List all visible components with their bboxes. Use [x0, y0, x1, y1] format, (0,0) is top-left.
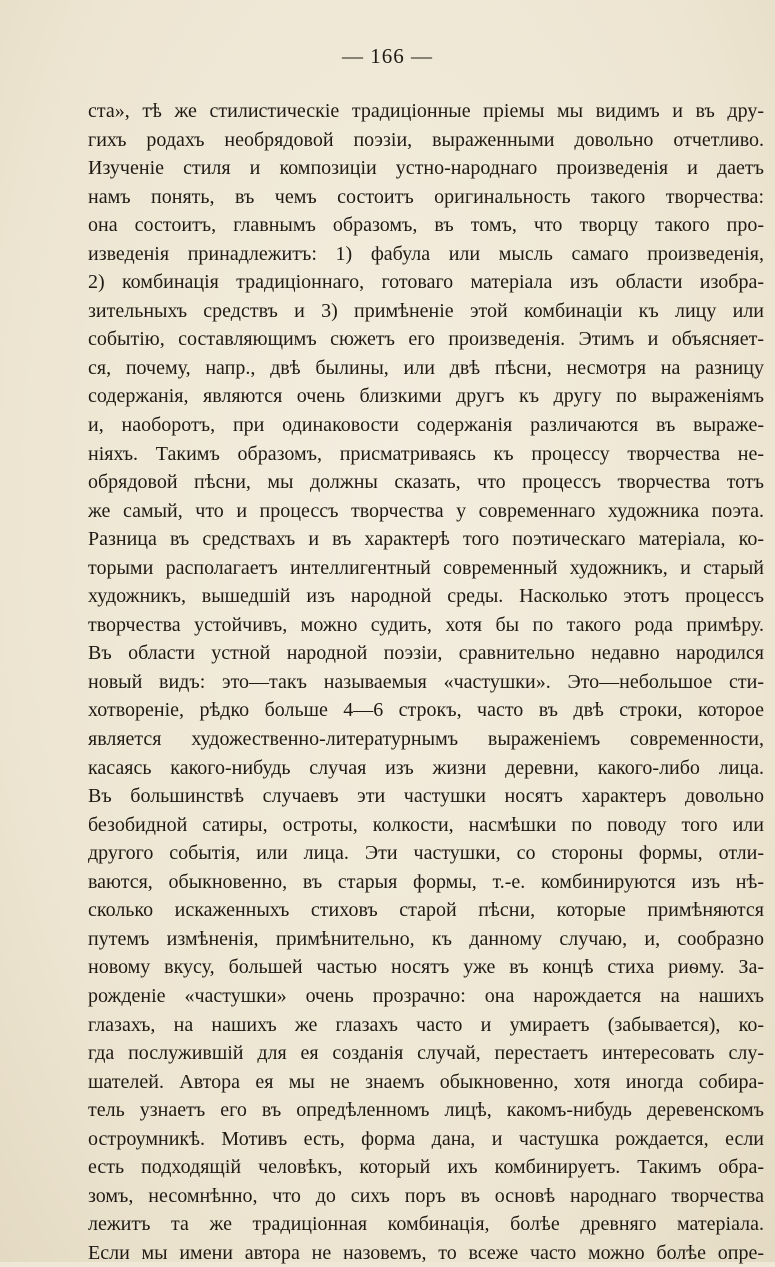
- text-line: торыми располагаетъ интеллигентный современный художникъ, и старый: [88, 556, 764, 579]
- text-line: новый видъ: это—такъ называемыя «частушки». Это—небольшое сти-: [88, 670, 764, 693]
- text-line: творчества устойчивъ, можно судить, хотя бы по такого рода примѣру.: [88, 613, 764, 636]
- page-number: — 166 —: [342, 44, 433, 68]
- text-line: же самый, что и процессъ творчества у современнаго художника поэта.: [88, 499, 764, 522]
- text-line: ваются, обыкновенно, въ старыя формы, т.-е. комбинируются изъ нѣ-: [88, 870, 764, 893]
- text-line: и, наоборотъ, при одинаковости содержанія различаются въ выраже-: [88, 414, 764, 437]
- text-line: она состоитъ, главнымъ образомъ, въ томъ, что творцу такого про-: [88, 214, 764, 237]
- text-line: Разница въ средствахъ и въ характерѣ того поэтическаго матеріала, ко-: [88, 528, 764, 551]
- text-line: путемъ измѣненія, примѣнительно, къ данному случаю, и, сообразно: [88, 927, 764, 950]
- text-line: событію, составляющимъ сюжетъ его произведенія. Этимъ и объясняет-: [88, 328, 764, 351]
- text-line: сколько искаженныхъ стиховъ старой пѣсни, которые примѣняются: [88, 899, 764, 922]
- text-line: зительныхъ средствъ и 3) примѣненіе этой комбинаціи къ лицу или: [88, 299, 764, 322]
- text-line: глазахъ, на нашихъ же глазахъ часто и умираетъ (забывается), ко-: [88, 1013, 764, 1036]
- text-line: Въ большинствѣ случаевъ эти частушки носятъ характеръ довольно: [88, 785, 764, 808]
- text-line: есть подходящій человѣкъ, который ихъ комбинируетъ. Такимъ обра-: [88, 1156, 764, 1179]
- text-line: Въ области устной народной поэзіи, сравнительно недавно народился: [88, 642, 764, 665]
- text-line: изведенія принадлежитъ: 1) фабула или мысль самаго произведенія,: [88, 242, 764, 265]
- text-line: остроумникѣ. Мотивъ есть, форма дана, и частушка рождается, если: [88, 1127, 764, 1150]
- text-line: 2) комбинація традиціоннаго, готоваго матеріала изъ области изобра-: [88, 271, 764, 294]
- text-line: намъ понять, въ чемъ состоитъ оригинальность такого творчества:: [88, 185, 764, 208]
- text-line: Изученіе стиля и композиціи устно-народнаго произведенія и даетъ: [88, 157, 764, 180]
- text-line: ся, почему, напр., двѣ былины, или двѣ пѣсни, несмотря на разницу: [88, 356, 764, 379]
- text-line: является художественно-литературнымъ выраженіемъ современности,: [88, 728, 764, 751]
- text-line: касаясь какого-нибудь случая изъ жизни деревни, какого-либо лица.: [88, 756, 764, 779]
- text-line: гда послужившій для ея созданія случай, перестаетъ интересовать слу-: [88, 1042, 764, 1065]
- text-line: лежитъ та же традиціонная комбинація, болѣе древняго матеріала.: [88, 1213, 764, 1236]
- text-line: гихъ родахъ необрядовой поэзіи, выраженными довольно отчетливо.: [88, 128, 764, 151]
- body-text: [88, 97, 764, 1267]
- text-line: хотвореніе, рѣдко больше 4—6 строкъ, часто въ двѣ строки, которое: [88, 699, 764, 722]
- text-line: Если мы имени автора не назовемъ, то всеже часто можно болѣе опре-: [88, 1241, 764, 1264]
- text-line: зомъ, несомнѣнно, что до сихъ поръ въ основѣ народнаго творчества: [88, 1184, 764, 1207]
- text-line: новому вкусу, большей частью носятъ уже въ концѣ стиха риѳму. За-: [88, 956, 764, 979]
- text-line: безобидной сатиры, остроты, колкости, насмѣшки по поводу того или: [88, 813, 764, 836]
- text-line: шателей. Автора ея мы не знаемъ обыкновенно, хотя иногда собира-: [88, 1070, 764, 1093]
- text-line: содержанія, являются очень близкими другъ къ другу по выраженіямъ: [88, 385, 764, 408]
- text-line: другого событія, или лица. Эти частушки, со стороны формы, отли-: [88, 842, 764, 865]
- text-line: тель узнаетъ его въ опредѣленномъ лицѣ, какомъ-нибудь деревенскомъ: [88, 1099, 764, 1122]
- text-line: обрядовой пѣсни, мы должны сказать, что процессъ творчества тотъ: [88, 471, 764, 494]
- text-line: художникъ, вышедшій изъ народной среды. Насколько этотъ процессъ: [88, 585, 764, 608]
- text-line: ніяхъ. Такимъ образомъ, присматриваясь къ процессу творчества не-: [88, 442, 764, 465]
- text-line: ста», тѣ же стилистическіе традиціонные пріемы мы видимъ и въ дру-: [88, 100, 764, 122]
- text-line: рожденіе «частушки» очень прозрачно: она нарождается на нашихъ: [88, 984, 764, 1007]
